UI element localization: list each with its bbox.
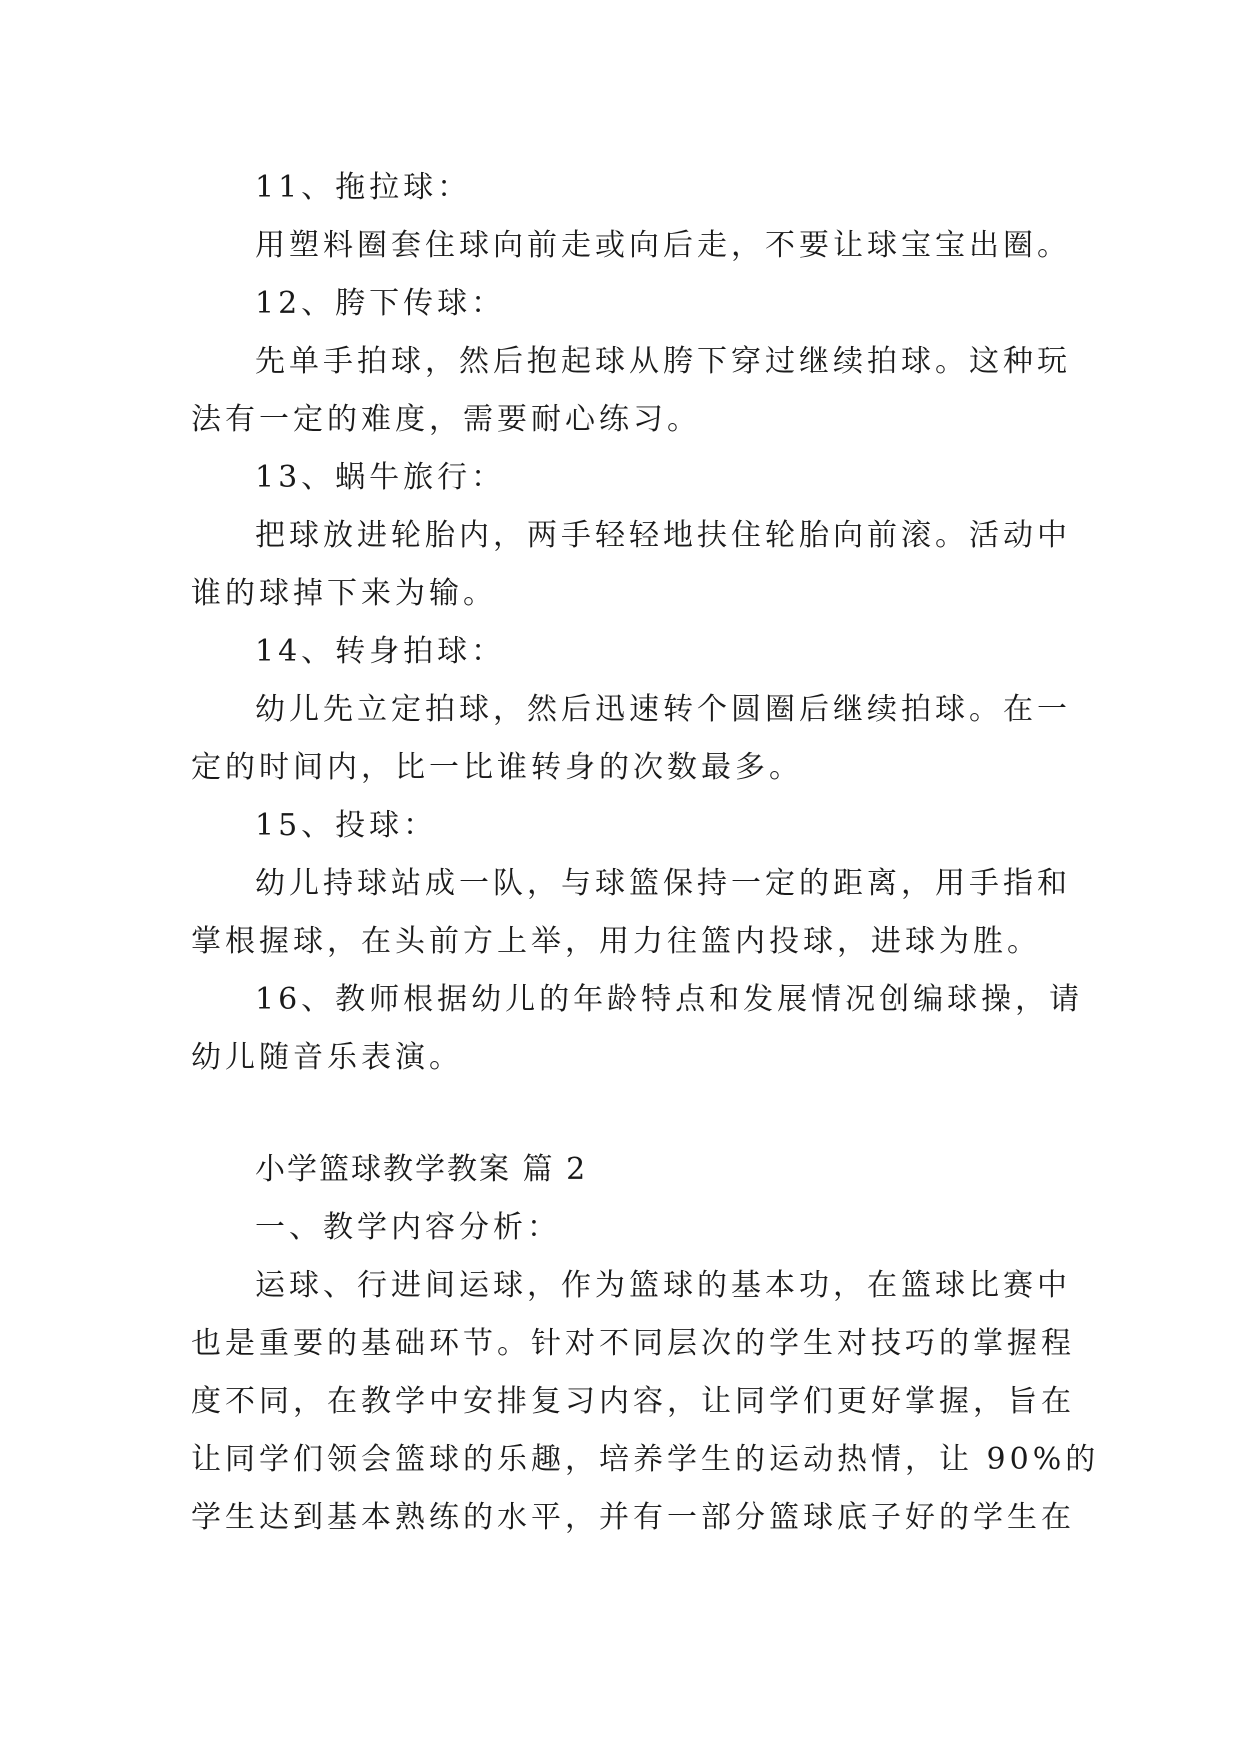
paragraph-line-3: 度不同，在教学中安排复习内容，让同学们更好掌握，旨在 <box>191 1384 1075 1419</box>
paragraph-line-2: 也是重要的基础环节。针对不同层次的学生对技巧的掌握程 <box>191 1326 1075 1361</box>
item-14-heading: 14、转身拍球： <box>255 634 506 669</box>
item-15-body-line-1: 幼儿持球站成一队，与球篮保持一定的距离，用手指和 <box>255 866 1071 901</box>
item-14-body-line-2: 定的时间内，比一比谁转身的次数最多。 <box>191 750 803 785</box>
item-11-body: 用塑料圈套住球向前走或向后走，不要让球宝宝出圈。 <box>255 228 1071 263</box>
item-16-line-2: 幼儿随音乐表演。 <box>191 1040 463 1075</box>
item-13-heading: 13、蜗牛旅行： <box>255 460 506 495</box>
subsection-heading: 一、教学内容分析： <box>255 1210 561 1245</box>
paragraph-line-5: 学生达到基本熟练的水平，并有一部分篮球底子好的学生在 <box>191 1500 1075 1535</box>
item-12-body-line-1: 先单手拍球，然后抱起球从胯下穿过继续拍球。这种玩 <box>255 344 1071 379</box>
item-16-line-1: 16、教师根据幼儿的年龄特点和发展情况创编球操，请 <box>255 982 1084 1017</box>
item-15-body-line-2: 掌根握球，在头前方上举，用力往篮内投球，进球为胜。 <box>191 924 1041 959</box>
item-14-body-line-1: 幼儿先立定拍球，然后迅速转个圆圈后继续拍球。在一 <box>255 692 1071 727</box>
item-11-heading: 11、拖拉球： <box>255 170 472 205</box>
section-title: 小学篮球教学教案 篇 2 <box>255 1152 588 1187</box>
item-12-body-line-2: 法有一定的难度，需要耐心练习。 <box>191 402 701 437</box>
item-13-body-line-2: 谁的球掉下来为输。 <box>191 576 497 611</box>
item-13-body-line-1: 把球放进轮胎内，两手轻轻地扶住轮胎向前滚。活动中 <box>255 518 1071 553</box>
paragraph-line-4: 让同学们领会篮球的乐趣，培养学生的运动热情，让 90%的 <box>191 1442 1100 1477</box>
item-15-heading: 15、投球： <box>255 808 438 843</box>
paragraph-line-1: 运球、行进间运球，作为篮球的基本功，在篮球比赛中 <box>255 1268 1071 1303</box>
item-12-heading: 12、胯下传球： <box>255 286 506 321</box>
